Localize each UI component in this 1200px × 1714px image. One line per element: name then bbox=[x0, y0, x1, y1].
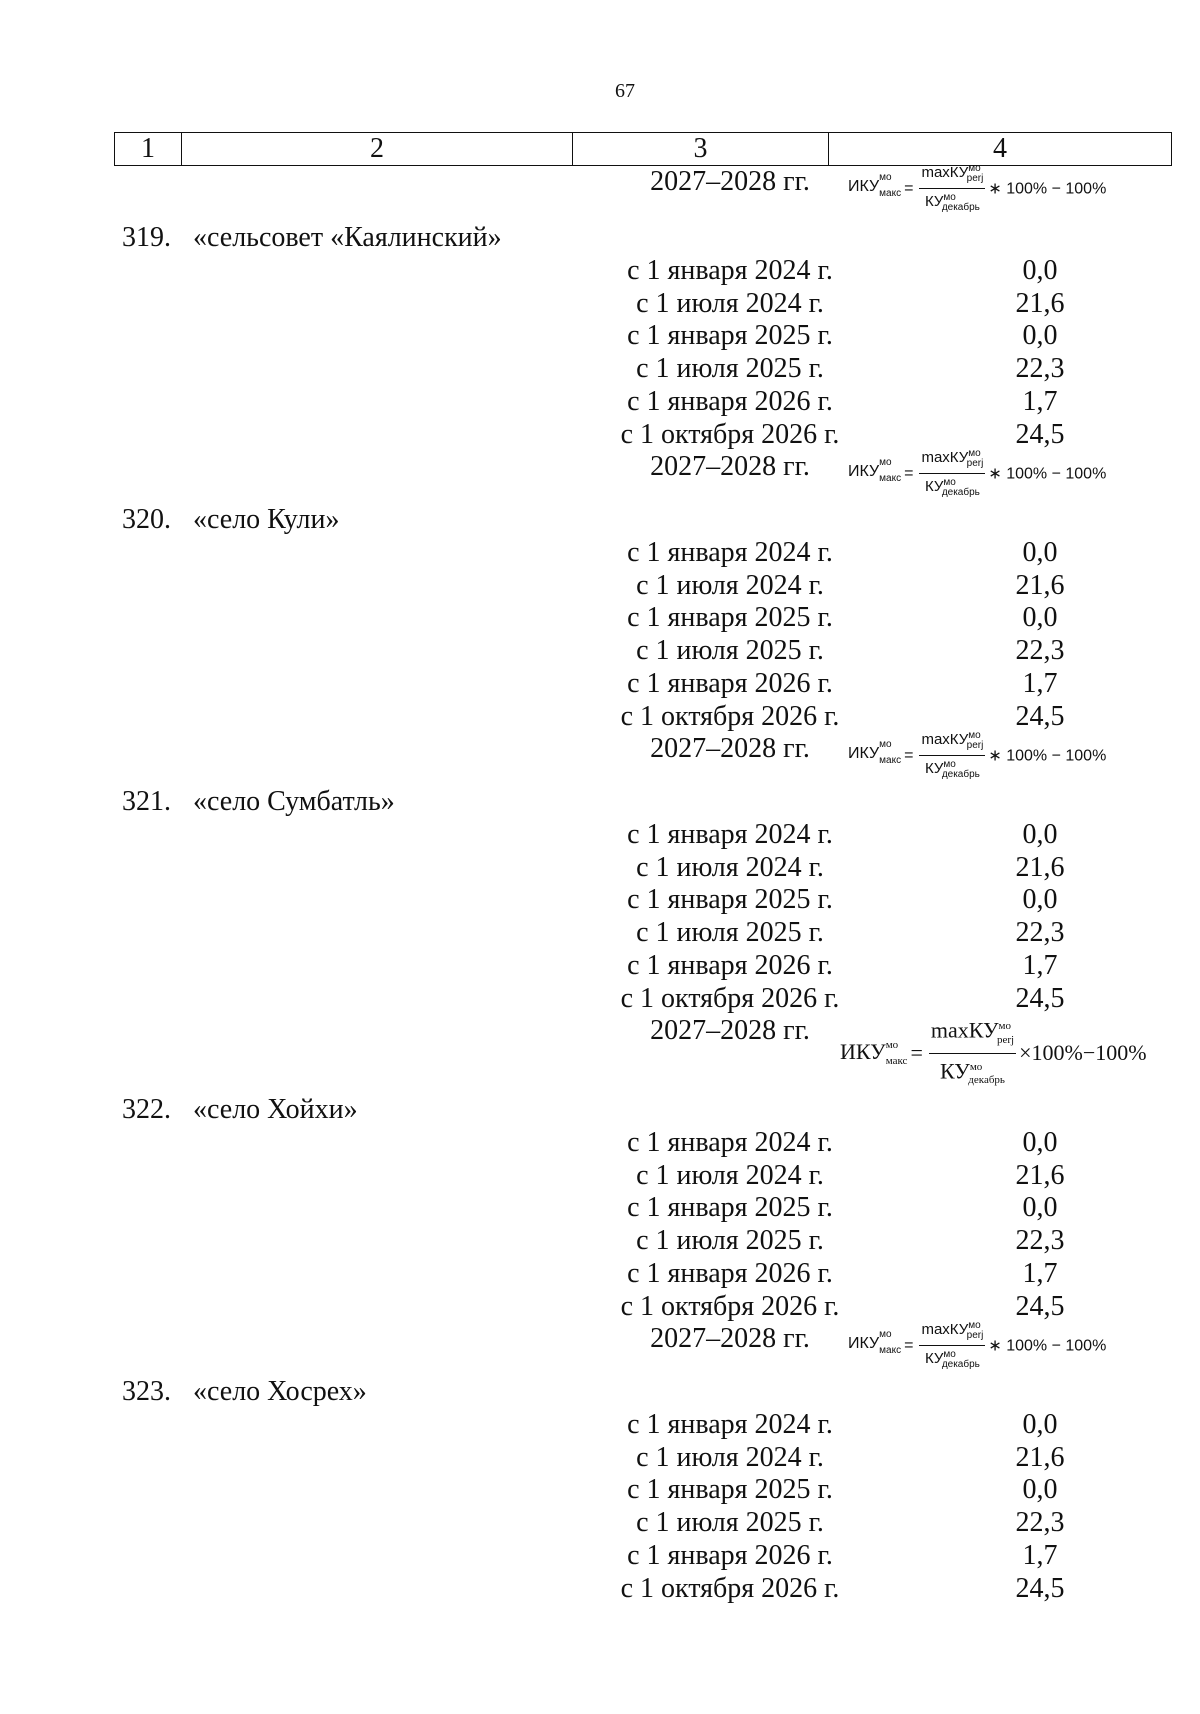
ikumax-formula bbox=[848, 727, 1106, 784]
formula-den-sub: декабрь bbox=[941, 202, 980, 213]
formula-num-text: maxКУ bbox=[921, 449, 969, 466]
date-cell: с 1 июля 2025 г. bbox=[636, 1225, 824, 1256]
value-cell: 0,0 bbox=[1022, 255, 1058, 286]
value-cell: 21,6 bbox=[1015, 288, 1065, 319]
entry-name: «сельсовет «Каялинский» bbox=[193, 222, 502, 253]
period-2027-2028: 2027–2028 гг. bbox=[650, 451, 810, 482]
formula-lhs: ИКУ bbox=[848, 1335, 880, 1353]
value-cell: 0,0 bbox=[1022, 1474, 1058, 1505]
value-cell: 0,0 bbox=[1022, 1409, 1058, 1440]
value-cell: 1,7 bbox=[1022, 386, 1058, 417]
formula-num-sup: мо bbox=[968, 730, 981, 741]
date-cell: с 1 января 2026 г. bbox=[627, 950, 833, 981]
date-cell: с 1 января 2025 г. bbox=[627, 1192, 833, 1223]
formula-lhs-sub: макс bbox=[879, 1344, 902, 1356]
formula-lhs-sup: мо bbox=[885, 1039, 899, 1052]
formula-numerator bbox=[919, 445, 985, 474]
formula-numerator bbox=[919, 1317, 985, 1346]
date-cell: с 1 января 2026 г. bbox=[627, 1258, 833, 1289]
date-cell: с 1 октября 2026 г. bbox=[620, 701, 840, 732]
date-cell: с 1 октября 2026 г. bbox=[620, 419, 840, 450]
formula-numerator bbox=[919, 160, 985, 189]
formula-lhs-sub: макс bbox=[885, 1055, 908, 1068]
value-cell: 1,7 bbox=[1022, 1258, 1058, 1289]
date-cell: с 1 января 2026 г. bbox=[627, 1540, 833, 1571]
date-cell: с 1 октября 2026 г. bbox=[620, 1573, 840, 1604]
formula-den-sup: мо bbox=[943, 477, 956, 488]
formula-den-sub: декабрь bbox=[941, 1359, 980, 1370]
value-cell: 22,3 bbox=[1015, 1225, 1065, 1256]
date-cell: с 1 октября 2026 г. bbox=[620, 983, 840, 1014]
value-cell: 1,7 bbox=[1022, 1540, 1058, 1571]
date-cell: с 1 июля 2024 г. bbox=[636, 1442, 824, 1473]
formula-fraction bbox=[919, 445, 985, 502]
formula-den-text: КУ bbox=[924, 760, 944, 777]
formula-num-text: maxКУ bbox=[921, 731, 969, 748]
date-cell: с 1 июля 2025 г. bbox=[636, 917, 824, 948]
value-cell: 1,7 bbox=[1022, 950, 1058, 981]
formula-eq: = bbox=[904, 179, 914, 197]
formula-den-text: КУ bbox=[924, 193, 944, 210]
period-2027-2028: 2027–2028 гг. bbox=[650, 733, 810, 764]
value-cell: 22,3 bbox=[1015, 917, 1065, 948]
formula-lhs: ИКУ bbox=[848, 745, 880, 763]
entry-number: 321. bbox=[122, 786, 171, 817]
value-cell: 24,5 bbox=[1015, 1291, 1065, 1322]
value-cell: 21,6 bbox=[1015, 1442, 1065, 1473]
header-col-2: 2 bbox=[182, 133, 573, 166]
date-cell: с 1 июля 2025 г. bbox=[636, 1507, 824, 1538]
date-cell: с 1 января 2024 г. bbox=[627, 537, 833, 568]
date-cell: с 1 января 2025 г. bbox=[627, 320, 833, 351]
value-cell: 24,5 bbox=[1015, 1573, 1065, 1604]
formula-num-sub: perj bbox=[966, 173, 984, 184]
formula-denominator bbox=[929, 1054, 1016, 1094]
formula-lhs: ИКУ bbox=[848, 178, 880, 196]
date-cell: с 1 января 2026 г. bbox=[627, 386, 833, 417]
date-cell: с 1 октября 2026 г. bbox=[620, 1291, 840, 1322]
entry-number: 319. bbox=[122, 222, 171, 253]
value-cell: 21,6 bbox=[1015, 1160, 1065, 1191]
entry-number: 320. bbox=[122, 504, 171, 535]
formula-eq: = bbox=[910, 1040, 923, 1066]
formula-eq: = bbox=[904, 464, 914, 482]
header-col-3: 3 bbox=[573, 133, 829, 166]
value-cell: 0,0 bbox=[1022, 884, 1058, 915]
formula-rhs: ∗ 100% − 100% bbox=[988, 180, 1107, 198]
formula-rhs: ∗ 100% − 100% bbox=[988, 1337, 1107, 1355]
formula-den-sup: мо bbox=[943, 1349, 956, 1360]
value-cell: 1,7 bbox=[1022, 668, 1058, 699]
formula-den-text: КУ bbox=[924, 478, 944, 495]
formula-lhs-sub: макс bbox=[879, 472, 902, 484]
date-cell: с 1 июля 2024 г. bbox=[636, 570, 824, 601]
formula-num-text: maxКУ bbox=[921, 164, 969, 181]
page-number: 67 bbox=[615, 80, 635, 102]
period-2027-2028: 2027–2028 гг. bbox=[650, 1323, 810, 1354]
formula-num-text: maxКУ bbox=[930, 1017, 999, 1043]
formula-lhs: ИКУ bbox=[840, 1039, 886, 1065]
header-col-4: 4 bbox=[829, 133, 1172, 166]
entry-name: «село Хойхи» bbox=[193, 1094, 358, 1125]
formula-num-sub: perj bbox=[997, 1033, 1015, 1046]
formula-num-sup: мо bbox=[968, 1320, 981, 1331]
period-2027-2028: 2027–2028 гг. bbox=[650, 166, 810, 197]
formula-num-sub: perj bbox=[966, 458, 984, 469]
formula-num-text: maxКУ bbox=[921, 1321, 969, 1338]
value-cell: 22,3 bbox=[1015, 353, 1065, 384]
formula-num-sub: perj bbox=[966, 740, 984, 751]
formula-lhs-sup: мо bbox=[879, 1328, 892, 1340]
date-cell: с 1 июля 2024 г. bbox=[636, 852, 824, 883]
formula-denominator bbox=[919, 1346, 985, 1374]
formula-den-sub: декабрь bbox=[968, 1074, 1005, 1087]
date-cell: с 1 июля 2025 г. bbox=[636, 635, 824, 666]
date-cell: с 1 января 2026 г. bbox=[627, 668, 833, 699]
formula-numerator bbox=[929, 1013, 1016, 1054]
date-cell: с 1 июля 2024 г. bbox=[636, 288, 824, 319]
entry-name: «село Кули» bbox=[193, 504, 340, 535]
ikumax-formula bbox=[848, 160, 1106, 217]
formula-eq: = bbox=[904, 1336, 914, 1354]
formula-den-sup: мо bbox=[969, 1060, 983, 1073]
date-cell: с 1 января 2025 г. bbox=[627, 1474, 833, 1505]
ikumax-formula bbox=[848, 445, 1106, 502]
value-cell: 0,0 bbox=[1022, 320, 1058, 351]
date-cell: с 1 января 2024 г. bbox=[627, 1127, 833, 1158]
formula-den-sub: декабрь bbox=[941, 487, 980, 498]
date-cell: с 1 июля 2024 г. bbox=[636, 1160, 824, 1191]
value-cell: 24,5 bbox=[1015, 419, 1065, 450]
ikumax-formula bbox=[848, 1317, 1106, 1374]
formula-fraction bbox=[919, 727, 985, 784]
formula-fraction bbox=[919, 160, 985, 217]
date-cell: с 1 января 2024 г. bbox=[627, 819, 833, 850]
formula-lhs-sub: макс bbox=[879, 754, 902, 766]
formula-fraction bbox=[919, 1317, 985, 1374]
value-cell: 0,0 bbox=[1022, 537, 1058, 568]
formula-rhs: ∗ 100% − 100% bbox=[988, 747, 1107, 765]
date-cell: с 1 января 2025 г. bbox=[627, 884, 833, 915]
formula-num-sup: мо bbox=[998, 1020, 1012, 1032]
formula-den-text: КУ bbox=[940, 1058, 970, 1084]
formula-numerator bbox=[919, 727, 985, 756]
formula-den-text: КУ bbox=[924, 1350, 944, 1367]
formula-denominator bbox=[919, 189, 985, 217]
value-cell: 24,5 bbox=[1015, 983, 1065, 1014]
date-cell: с 1 января 2024 г. bbox=[627, 1409, 833, 1440]
formula-rhs: ×100%−100% bbox=[1019, 1040, 1147, 1066]
formula-eq: = bbox=[904, 746, 914, 764]
formula-lhs-sub: макс bbox=[879, 187, 902, 199]
value-cell: 24,5 bbox=[1015, 701, 1065, 732]
value-cell: 0,0 bbox=[1022, 819, 1058, 850]
formula-lhs-sup: мо bbox=[879, 456, 892, 468]
formula-num-sub: perj bbox=[966, 1330, 984, 1341]
date-cell: с 1 января 2025 г. bbox=[627, 602, 833, 633]
value-cell: 21,6 bbox=[1015, 852, 1065, 883]
formula-rhs: ∗ 100% − 100% bbox=[988, 465, 1107, 483]
value-cell: 21,6 bbox=[1015, 570, 1065, 601]
formula-lhs-sup: мо bbox=[879, 171, 892, 183]
formula-denominator bbox=[919, 474, 985, 502]
entry-name: «село Сумбатль» bbox=[193, 786, 395, 817]
formula-num-sup: мо bbox=[968, 163, 981, 174]
value-cell: 0,0 bbox=[1022, 602, 1058, 633]
value-cell: 0,0 bbox=[1022, 1127, 1058, 1158]
formula-den-sup: мо bbox=[943, 759, 956, 770]
formula-fraction bbox=[929, 1013, 1016, 1093]
formula-den-sub: декабрь bbox=[941, 769, 980, 780]
formula-num-sup: мо bbox=[968, 448, 981, 459]
entry-number: 322. bbox=[122, 1094, 171, 1125]
entry-name: «село Хосрех» bbox=[193, 1376, 367, 1407]
formula-lhs-sup: мо bbox=[879, 738, 892, 750]
entry-number: 323. bbox=[122, 1376, 171, 1407]
date-cell: с 1 июля 2025 г. bbox=[636, 353, 824, 384]
value-cell: 22,3 bbox=[1015, 635, 1065, 666]
formula-denominator bbox=[919, 756, 985, 784]
date-cell: с 1 января 2024 г. bbox=[627, 255, 833, 286]
formula-den-sup: мо bbox=[943, 192, 956, 203]
ikumax-formula bbox=[840, 1013, 1147, 1093]
period-2027-2028: 2027–2028 гг. bbox=[650, 1015, 810, 1046]
value-cell: 0,0 bbox=[1022, 1192, 1058, 1223]
value-cell: 22,3 bbox=[1015, 1507, 1065, 1538]
formula-lhs: ИКУ bbox=[848, 463, 880, 481]
header-col-1: 1 bbox=[115, 133, 182, 166]
